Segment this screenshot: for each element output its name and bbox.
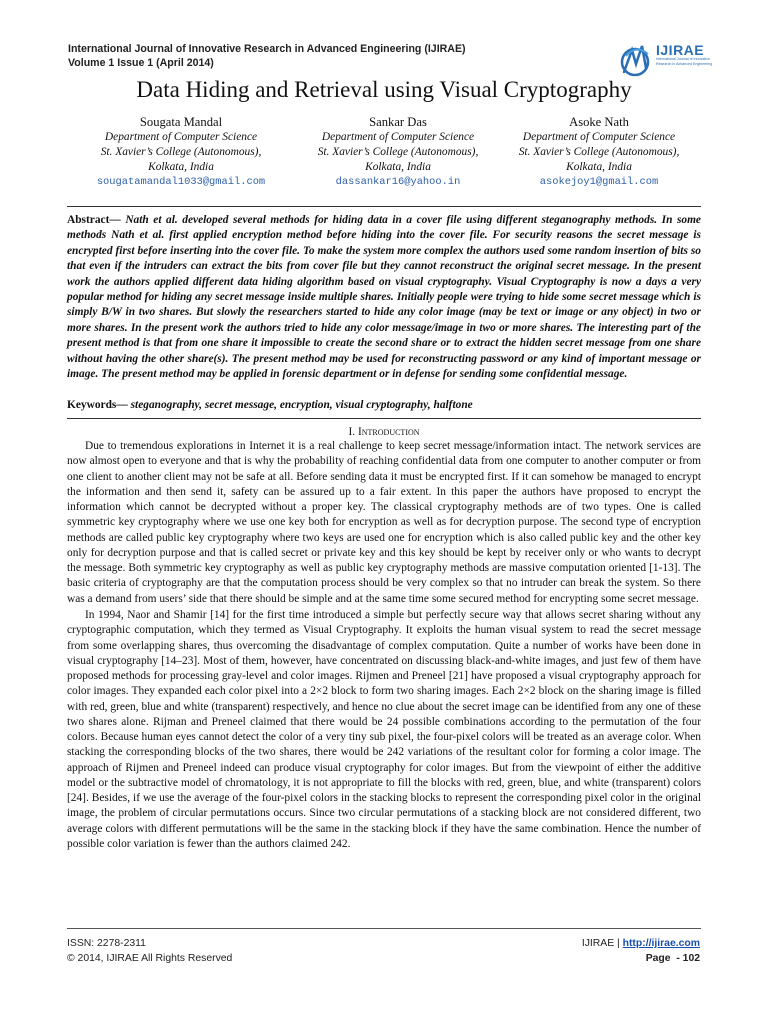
- author-email-link[interactable]: asokejoy1@gmail.com: [539, 176, 659, 188]
- author-name: Asoke Nath: [569, 115, 629, 129]
- footer-right: [500, 936, 700, 966]
- author-city: Kolkata, India: [148, 161, 214, 173]
- author-college: St. Xavier’s College (Autonomous),: [100, 146, 262, 158]
- body-paragraph: In 1994, Naor and Shamir [14] for the first time introduced a simple but perfectly secure way that allows secret sharing without any cryptographic computation, which they termed as Visual Cryptography. It exploits the human visual system to read the secret message from some overlapping shares, thus overcoming the disadvantage of complex computation. Quite a number of works have been done in visual cryptography [14–23]. Most of them, however, have concentrated on discussing black-and-white images, and just few of them have proposed methods for processing gray-level and color images. Rijmen and Preneel [21] have proposed a visual cryptography approach for color images. They expanded each color pixel into a 2×2 block to form two sharing images. Each 2×2 block on the sharing image is filled with red, green, blue and white (transparent) respectively, and hence no clue about the secret image can be identified from any one of these two shares alone. Rijman and Preneel claimed that there would be 24 possible combinations according to the permutation of the four colors. Because human eyes cannot detect the color of a very tiny sub pixel, the four-pixel colors will be treated as an average color. When stacking the corresponding blocks of the two shares, there would be 242 variations of the resultant color for forming a color image. The approach of Rijmen and Preneel indeed can produce visual cryptography for color images. But from the viewpoint of either the additive model or the subtractive model of chromatology, it is not appropriate to fill the blocks with red, green, blue, and white (transparent) colors [24]. Besides, if we use the average of the four-pixel colors in the stacking blocks to represent the corresponding pixel color in the original image, the problem of circular permutations occurs. Since two circular permutations of a stacking block are not considered different, two average colors with different permutations will be the same in the stacking block if they have the same combination. Hence the number of possible color variation is fewer than the authors claimed 242.: [67, 609, 701, 850]
- section-heading: [67, 425, 701, 439]
- author-block: [81, 115, 281, 190]
- author-block: [298, 115, 498, 190]
- abstract-label: Abstract—: [67, 214, 121, 226]
- logo-mark-icon: [618, 42, 654, 78]
- abstract-divider: [67, 206, 701, 207]
- keywords-text: steganography, secret message, encryption, visual cryptography, halftone: [127, 399, 473, 411]
- abstract-text: Nath et al. developed several methods for hiding data in a cover file using different steganography methods. In some methods Nath et al. first applied encryption method before hiding into the cover file. For security reasons the secret message is encrypted first before inserting into the cover file. To make the system more complex the authors used some random insertion of bits so that even if the intruders can extract the bits from cover file but they cannot reconstruct the original secret message. In the present work the authors applied different data hiding algorithm based on visual cryptography. Visual Cryptography is now a days a very popular method for hiding any secret message inside multiple shares. Initially people were trying to hide some secret message which is simply B/W in two shares. But slowly the researchers started to hide any color image (may be text or image or any object) in two or more shares. In the present work the authors tried to hide any color message/image in two or more shares. The interesting part of the present method is that from one share it impossible to create the second share or to extract the hidden secret message from one share without having the other share(s). The present method may be used for reconstructing password or any kind of important message or image. The present method may be applied in forensic department or in defense for sending some confidential message.: [67, 214, 701, 381]
- section-divider: [67, 418, 701, 419]
- logo-subtitle: International Journal of Innovative Research in Advanced Engineering: [656, 57, 713, 66]
- author-block: [499, 115, 699, 190]
- footer-issn: ISSN: 2278-2311: [67, 938, 146, 949]
- author-name: Sougata Mandal: [139, 115, 223, 129]
- section-title: Introduction: [357, 426, 420, 438]
- author-email-link[interactable]: dassankar16@yahoo.in: [335, 176, 461, 188]
- keywords-label: Keywords—: [67, 399, 128, 411]
- author-college: St. Xavier’s College (Autonomous),: [317, 146, 479, 158]
- body-paragraph: Due to tremendous explorations in Internet it is a real challenge to keep secret message/information intact. The network services are now almost open to everyone and that is why the probability of reaching confidential data from one computer to another computer or from one client to another client may not be safe at all. Before sending data it must be encrypted first. If it can somehow be managed to encrypt the information and then send it, safety can be assured up to a fair extent. In this paper the authors have proposed to encrypt the information which cannot be decrypted without a proper key. The classical cryptography methods are of two types. One is called symmetric key cryptography where we use one key both for encryption as well as for decryption purpose. The second type of encryption methods are called public key cryptography where two keys are used one for encryption which is also called public key and the other key only for decryption purpose and that is called secret or private key and this key should be kept by receiver only or who wants to decrypt the message. Both symmetric key cryptography as well as public key cryptography methods are massive computation oriented [1-13]. The basic criteria of cryptography are that the computation process should be very complex so that no intruder can break the system. So there was a demand from users’ side that there should be simple and at the same time some secured method for encrypting some secret message.: [67, 440, 701, 605]
- author-city: Kolkata, India: [566, 161, 632, 173]
- journal-logo: [618, 42, 718, 78]
- footer-divider: [67, 928, 701, 929]
- journal-website-link[interactable]: http://ijirae.com: [622, 938, 700, 949]
- journal-volume: Volume 1 Issue 1 (April 2014): [68, 57, 214, 69]
- footer-page-label: Page: [645, 953, 671, 964]
- paper-title: Data Hiding and Retrieval using Visual Cryptography: [136, 77, 632, 102]
- keywords: [67, 398, 701, 413]
- journal-name: International Journal of Innovative Research in Advanced Engineering (IJIRAE): [68, 43, 466, 55]
- footer-journal-abbr: IJIRAE |: [581, 938, 623, 949]
- abstract: [67, 213, 701, 382]
- footer-copyright: © 2014, IJIRAE All Rights Reserved: [67, 953, 233, 964]
- logo-text: IJIRAE: [656, 42, 705, 58]
- footer-left: [67, 936, 232, 966]
- author-email-link[interactable]: sougatamandal1033@gmail.com: [96, 176, 266, 188]
- author-city: Kolkata, India: [365, 161, 431, 173]
- author-department: Department of Computer Science: [522, 131, 676, 143]
- footer-page-number: - 102: [676, 953, 700, 964]
- section-number: I.: [348, 426, 356, 438]
- author-college: St. Xavier’s College (Autonomous),: [518, 146, 680, 158]
- journal-header: [68, 42, 628, 70]
- author-name: Sankar Das: [369, 115, 427, 129]
- author-department: Department of Computer Science: [104, 131, 258, 143]
- author-department: Department of Computer Science: [321, 131, 475, 143]
